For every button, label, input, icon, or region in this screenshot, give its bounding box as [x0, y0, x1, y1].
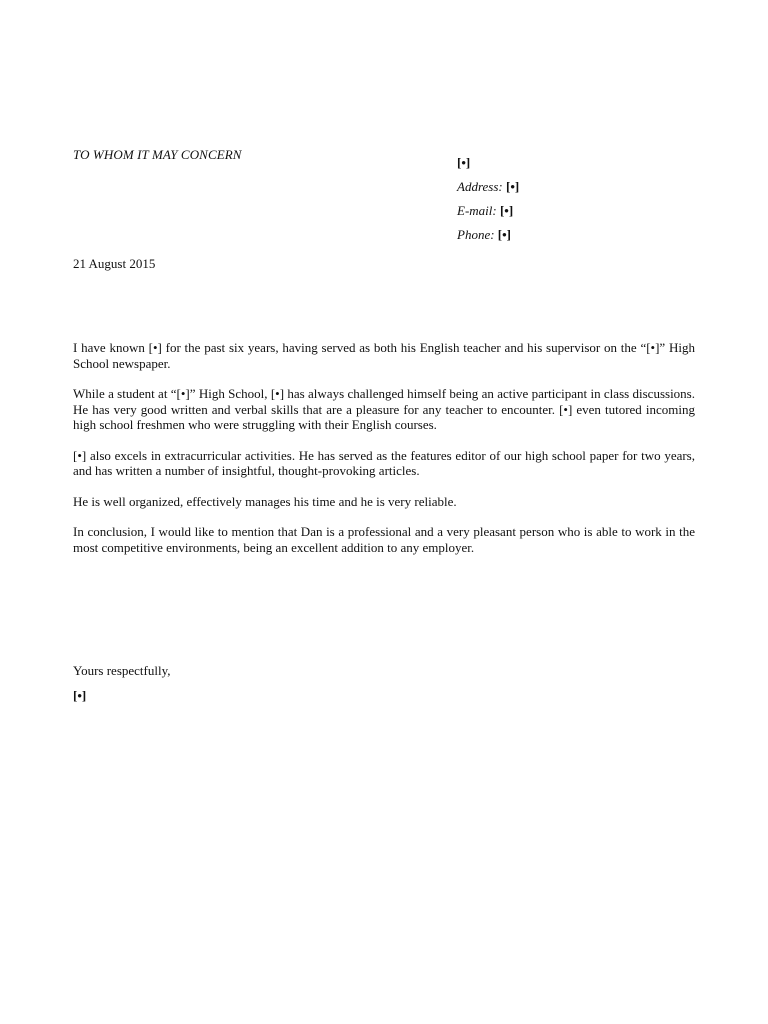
paragraph-academics: While a student at “[•]” High School, [•] has always challenged himself being an active participant in class discussions. He has very good written and verbal skills that are a pleasure for any teacher to encounter. [•] even tutored incoming high school freshmen who were struggling with their English courses. — [73, 386, 695, 432]
letter-body — [73, 340, 695, 570]
sender-name-row — [457, 154, 519, 178]
phone-label: Phone: — [457, 227, 495, 242]
address-label: Address: — [457, 179, 503, 194]
sender-phone-row — [457, 226, 519, 250]
phone-value: [•] — [497, 227, 512, 242]
sender-address-row — [457, 178, 519, 202]
sender-block — [457, 154, 519, 250]
paragraph-character: He is well organized, effectively manages his time and he is very reliable. — [73, 493, 457, 509]
email-label: E-mail: — [457, 203, 497, 218]
closing: Yours respectfully, — [73, 663, 171, 678]
paragraph-extracurricular: [•] also excels in extracurricular activities. He has served as the features editor of our high school paper for two years, and has written a number of insightful, thought-provoking articles. — [73, 447, 695, 478]
address-value: [•] — [506, 179, 520, 194]
sender-email-row — [457, 202, 519, 226]
sender-name: [•] — [457, 155, 471, 170]
signature: [•] — [73, 688, 87, 703]
salutation: TO WHOM IT MAY CONCERN — [73, 147, 242, 162]
paragraph-conclusion: In conclusion, I would like to mention that Dan is a professional and a very pleasant person who is able to work in the most competitive environments, being an excellent addition to any employer. — [73, 524, 695, 555]
paragraph-introduction: I have known [•] for the past six years, having served as both his English teacher and his supervisor on the “[•]” High School newspaper. — [73, 340, 695, 371]
email-value: [•] — [499, 203, 514, 218]
letter-date: 21 August 2015 — [73, 256, 156, 271]
